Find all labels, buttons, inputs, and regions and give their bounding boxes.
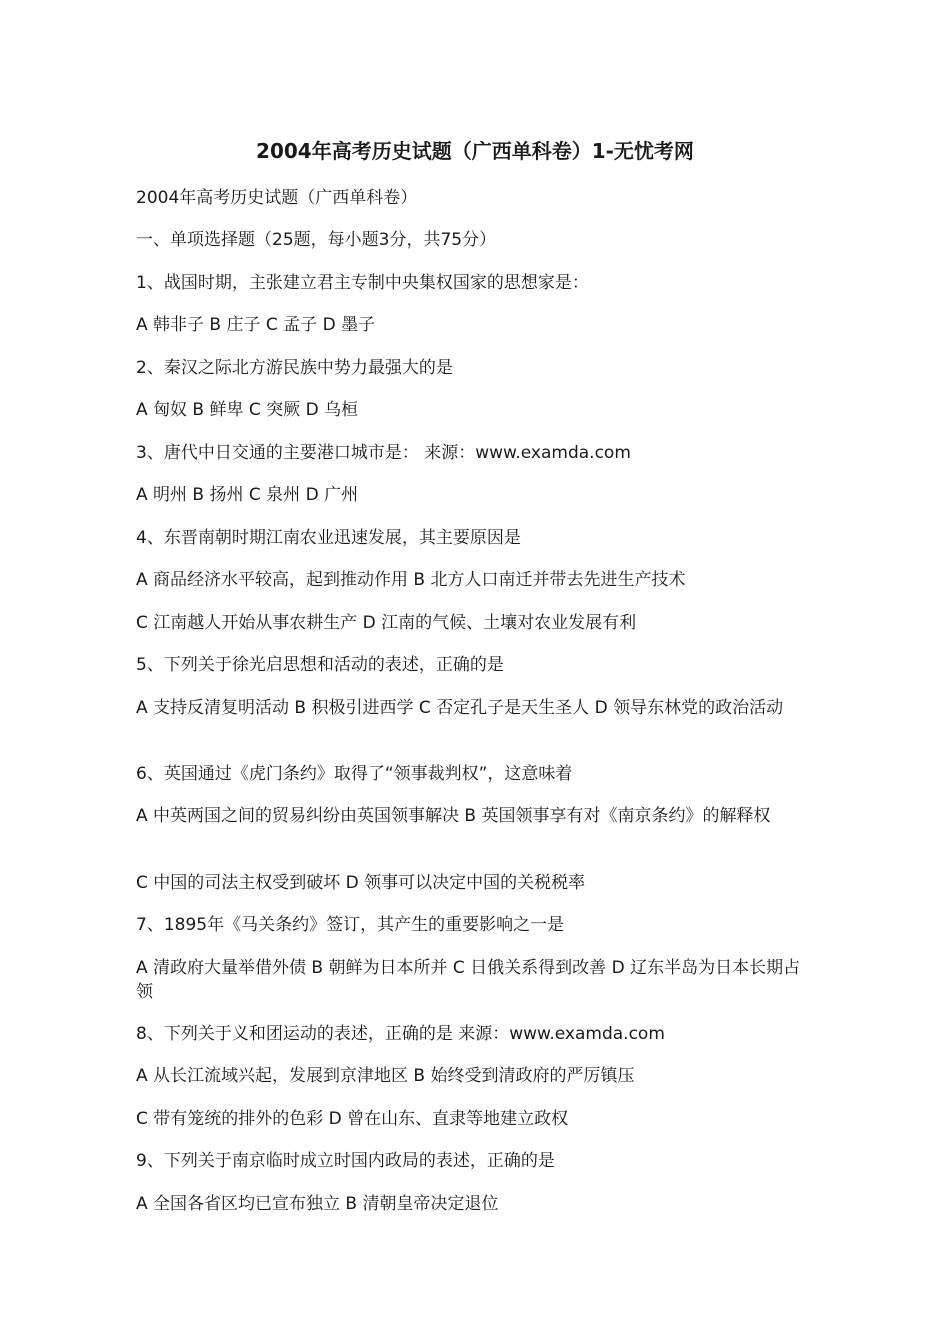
question-8-options-ab: A 从长江流域兴起，发展到京津地区 B 始终受到清政府的严厉镇压 xyxy=(136,1066,635,1086)
question-7: 7、1895年《马关条约》签订，其产生的重要影响之一是 xyxy=(136,915,565,935)
question-2-options: A 匈奴 B 鲜卑 C 突厥 D 乌桓 xyxy=(136,400,359,420)
question-4: 4、东晋南朝时期江南农业迅速发展，其主要原因是 xyxy=(136,528,521,548)
question-5: 5、下列关于徐光启思想和活动的表述，正确的是 xyxy=(136,655,504,675)
question-3-options: A 明州 B 扬州 C 泉州 D 广州 xyxy=(136,485,359,505)
question-5-options: A 支持反清复明活动 B 积极引进西学 C 否定孔子是天生圣人 D 领导东林党的政治活动 xyxy=(136,698,784,718)
paper-subtitle: 2004年高考历史试题（广西单科卷） xyxy=(136,188,418,208)
document-title: 2004年高考历史试题（广西单科卷）1-无忧考网 xyxy=(256,139,694,163)
section-heading: 一、单项选择题（25题，每小题3分，共75分） xyxy=(136,230,497,250)
question-9-options: A 全国各省区均已宣布独立 B 清朝皇帝决定退位 xyxy=(136,1194,499,1214)
question-6: 6、英国通过《虎门条约》取得了“领事裁判权”，这意味着 xyxy=(136,764,573,784)
question-4-options-cd: C 江南越人开始从事农耕生产 D 江南的气候、土壤对农业发展有利 xyxy=(136,613,637,633)
question-2: 2、秦汉之际北方游民族中势力最强大的是 xyxy=(136,358,453,378)
question-1-options: A 韩非子 B 庄子 C 孟子 D 墨子 xyxy=(136,315,376,335)
question-8: 8、下列关于义和团运动的表述，正确的是 来源：www.examda.com xyxy=(136,1024,665,1044)
question-7-options: A 清政府大量举借外债 B 朝鲜为日本所并 C 日俄关系得到改善 D 辽东半岛为日本长期占领 xyxy=(136,958,801,1002)
question-6-options-ab: A 中英两国之间的贸易纠纷由英国领事解决 B 英国领事享有对《南京条约》的解释权 xyxy=(136,806,771,826)
question-9: 9、下列关于南京临时成立时国内政局的表述，正确的是 xyxy=(136,1151,555,1171)
question-1: 1、战国时期，主张建立君主专制中央集权国家的思想家是： xyxy=(136,273,589,293)
question-4-options-ab: A 商品经济水平较高，起到推动作用 B 北方人口南迁并带去先进生产技术 xyxy=(136,570,686,590)
question-6-options-cd: C 中国的司法主权受到破坏 D 领事可以决定中国的关税税率 xyxy=(136,873,586,893)
question-8-options-cd: C 带有笼统的排外的色彩 D 曾在山东、直隶等地建立政权 xyxy=(136,1109,569,1129)
question-3: 3、唐代中日交通的主要港口城市是： 来源：www.examda.com xyxy=(136,443,631,463)
